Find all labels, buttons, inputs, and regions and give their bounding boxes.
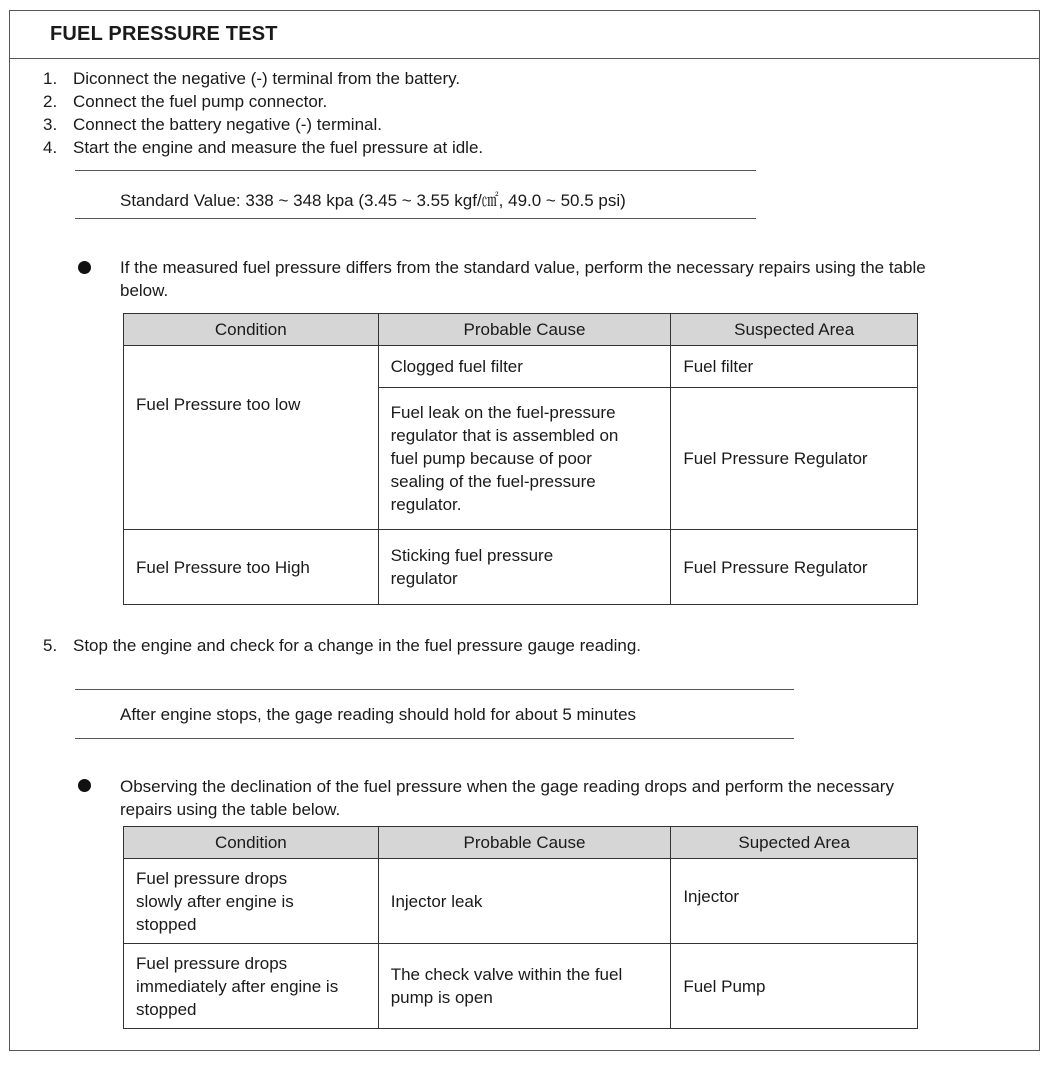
column-header: Condition (124, 314, 379, 346)
bullet-icon (78, 261, 91, 274)
step-number: 5. (43, 636, 58, 655)
standard-value-box (75, 170, 756, 219)
step-number: 3. (43, 115, 58, 134)
area-cell: Fuel filter (671, 346, 918, 388)
column-header: Probable Cause (378, 827, 671, 859)
hold-note-text: After engine stops, the gage reading should hold for about 5 minutes (120, 705, 637, 724)
step-text: Connect the fuel pump connector. (73, 92, 328, 111)
area-cell: Fuel Pressure Regulator (671, 388, 918, 530)
note-1: If the measured fuel pressure differs from the standard value, perform the necessary repairs using the table below. (120, 258, 926, 300)
note-2: Observing the declination of the fuel pressure when the gage reading drops and perform the necessary repairs using the table below. (120, 777, 894, 819)
condition-cell: Fuel pressure drops slowly after engine is stopped (124, 859, 379, 944)
bullet-icon (78, 779, 91, 792)
cause-cell: Fuel leak on the fuel-pressure regulator that is assembled on fuel pump because of poor sealing of the fuel-pressure regulator. (378, 388, 671, 530)
title-bar (10, 11, 1039, 59)
step-number: 4. (43, 138, 58, 157)
area-cell: Injector (671, 859, 918, 944)
step-text: Diconnect the negative (-) terminal from the battery. (73, 69, 461, 88)
step-number: 1. (43, 69, 58, 88)
cause-cell: The check valve within the fuel pump is open (378, 944, 671, 1029)
step-number: 2. (43, 92, 58, 111)
standard-value-text: Standard Value: 338 ~ 348 kpa (3.45 ~ 3.55 kgf/㎠, 49.0 ~ 50.5 psi) (120, 191, 626, 210)
condition-cell: Fuel pressure drops immediately after engine is stopped (124, 944, 379, 1029)
column-header: Probable Cause (378, 314, 671, 346)
area-cell: Fuel Pressure Regulator (671, 530, 918, 605)
condition-cell: Fuel Pressure too low (124, 346, 379, 530)
cause-cell: Clogged fuel filter (378, 346, 671, 388)
step-text: Start the engine and measure the fuel pressure at idle. (73, 138, 484, 157)
column-header: Suspected Area (671, 314, 918, 346)
table-pressure-drop (123, 826, 918, 1029)
step-text: Connect the battery negative (-) terminal. (73, 115, 382, 134)
cause-cell: Injector leak (378, 859, 671, 944)
column-header: Supected Area (671, 827, 918, 859)
column-header: Condition (124, 827, 379, 859)
area-cell: Fuel Pump (671, 944, 918, 1029)
cause-cell: Sticking fuel pressure regulator (378, 530, 671, 605)
hold-note-box (75, 689, 794, 739)
page-title: FUEL PRESSURE TEST (50, 23, 278, 45)
table-pressure-standard (123, 313, 918, 605)
step-text: Stop the engine and check for a change in the fuel pressure gauge reading. (73, 636, 642, 655)
condition-cell: Fuel Pressure too High (124, 530, 379, 605)
